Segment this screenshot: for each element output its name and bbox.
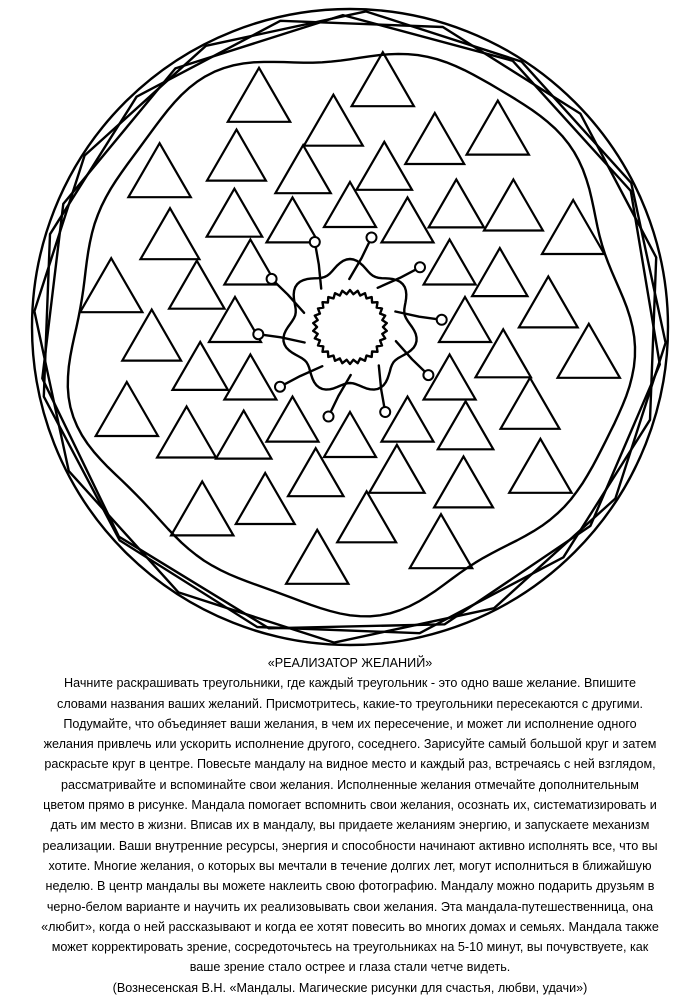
- triangle: [405, 113, 464, 164]
- body-line: «любит», когда о ней рассказывают и когда ее хотят повесить во многих домах и семьях. Мандала также: [41, 919, 659, 934]
- triangle: [467, 101, 529, 155]
- triangle: [267, 197, 319, 242]
- stem: [396, 341, 429, 375]
- center-circle: [253, 233, 446, 422]
- triangle: [207, 130, 266, 181]
- triangle: [141, 208, 200, 259]
- triangle: [173, 342, 228, 390]
- triangle: [122, 310, 181, 361]
- body-line: реализации. Ваши внутренние ресурсы, энергия и способности начинают активно исполнять все, что вы: [42, 838, 658, 853]
- triangle: [171, 481, 233, 535]
- stem: [315, 242, 321, 289]
- center-jagged-circle: [313, 290, 387, 364]
- triangle: [410, 514, 472, 568]
- triangle: [438, 401, 494, 449]
- stem-node: [310, 237, 320, 247]
- body-line: словами названия ваших желаний. Присмотритесь, какие-то треугольники пересекаются с другими.: [57, 696, 643, 711]
- stem-node: [267, 274, 277, 284]
- triangle: [509, 439, 571, 493]
- triangle: [267, 397, 319, 442]
- triangle: [429, 179, 484, 227]
- triangle: [369, 445, 424, 493]
- triangle: [424, 240, 476, 285]
- triangle-pattern: [80, 52, 620, 584]
- triangle: [472, 248, 527, 296]
- triangle: [275, 145, 330, 193]
- triangle: [224, 355, 276, 400]
- body-line: хотите. Многие желания, о которых вы мечтали в течение долгих лет, могут исполниться в ближайшую: [48, 858, 652, 873]
- description-text: [10, 653, 690, 998]
- stem: [395, 312, 441, 320]
- triangle: [96, 382, 158, 436]
- body-line: черно-белом варианте и научить их реализовывать свои желания. Эта мандала-путешественница, она: [46, 899, 654, 914]
- body-line: ваше зрение стало острее и глаза стали четче видеть.: [189, 960, 511, 975]
- stem-node: [253, 329, 263, 339]
- triangle: [434, 456, 493, 507]
- body-line: раскрасьте круг в центре. Повесьте мандалу на видное место и каждый раз, встречаясь с ней взглядом,: [44, 757, 656, 772]
- citation: (Вознесенская В.Н. «Мандалы. Магические рисунки для счастья, любви, удачи»): [112, 980, 588, 995]
- triangle: [157, 407, 216, 458]
- body-line: Подумайте, что объединяет ваши желания, в чем их пересечение, и может ли исполнение одного: [63, 716, 637, 731]
- triangle: [169, 261, 224, 309]
- body-line: может корректировать зрение, сосредоточьтесь на треугольниках на 5-10 минут, вы почувствуете, как: [51, 940, 649, 955]
- triangle: [337, 491, 396, 542]
- stem-node: [324, 412, 334, 422]
- body-line: неделю. В центр мандалы вы можете наклеить свою фотографию. Мандалу можно подарить друзьям в: [45, 879, 655, 894]
- body-line: цветом прямо в рисунке. Мандала помогает вспомнить свои желания, осознать их, систематизировать и: [43, 798, 657, 813]
- triangle: [501, 378, 560, 429]
- triangle: [80, 258, 142, 312]
- stem-node: [367, 233, 377, 243]
- triangle: [382, 197, 434, 242]
- stem-node: [380, 407, 390, 417]
- document-title: «РЕАЛИЗАТОР ЖЕЛАНИЙ»: [267, 656, 433, 670]
- triangle: [352, 52, 414, 106]
- triangle: [382, 397, 434, 442]
- body-line: дать им место в жизни. Вписав их в мандалу, вы придаете желаниям энергию, и запускаете механизм: [50, 818, 650, 833]
- body-line: рассматривайте и вспоминайте свои желания. Исполненные желания отмечайте дополнительным: [61, 777, 639, 792]
- triangle: [216, 411, 271, 459]
- stem: [258, 334, 304, 342]
- triangle: [519, 276, 578, 327]
- body-line: Начните раскрашивать треугольники, где каждый треугольник - это одно ваше желание. Впишите: [64, 676, 636, 691]
- triangle: [558, 324, 620, 378]
- stem-node: [415, 262, 425, 272]
- triangle: [357, 142, 413, 190]
- stem-node: [437, 315, 447, 325]
- body-line: желания привлечь или ускорить исполнение другого, соседнего. Зарисуйте самый большой круг и затем: [43, 737, 657, 752]
- stem: [329, 375, 351, 417]
- stem-node: [423, 370, 433, 380]
- stem-node: [275, 382, 285, 392]
- triangle: [228, 68, 290, 122]
- triangle: [542, 200, 604, 254]
- triangle: [207, 189, 263, 237]
- triangle: [484, 180, 543, 231]
- triangle: [236, 473, 295, 524]
